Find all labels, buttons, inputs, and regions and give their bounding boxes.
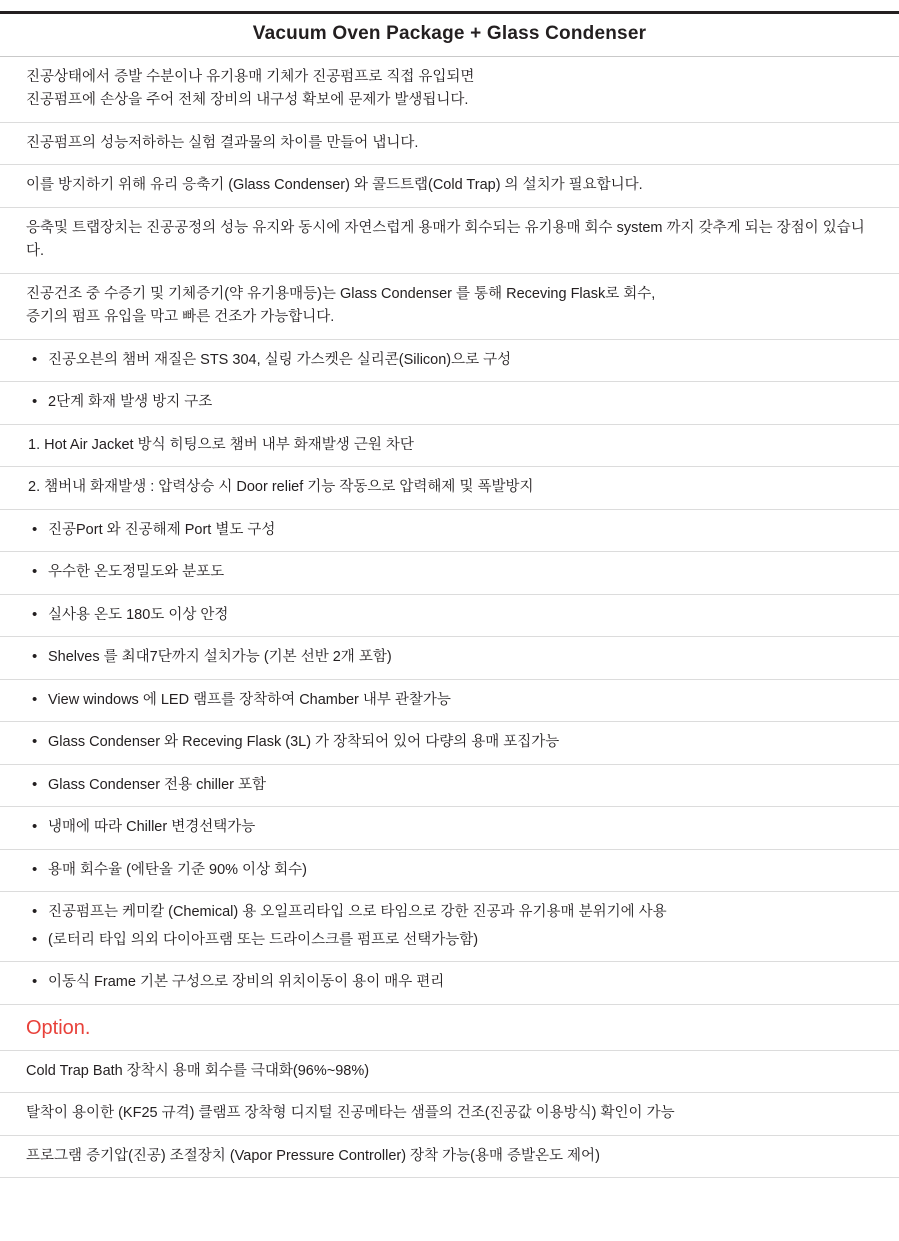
feature-row (0, 892, 899, 962)
feature-bullet: • Glass Condenser 와 Receving Flask (3L) 가 장착되어 있어 다량의 용매 포집가능 (26, 731, 873, 754)
intro-row (0, 123, 899, 165)
feature-numbered: 2. 챔버내 화재발생 : 압력상승 시 Door relief 기능 작동으로 압력해제 및 폭발방지 (28, 479, 534, 496)
option-item: 탈착이 용이한 (KF25 규격) 클램프 장착형 디지털 진공메타는 샘플의 건조(진공값 이용방식) 확인이 가능 (26, 1105, 675, 1122)
feature-row (0, 850, 899, 892)
option-row (0, 1051, 899, 1093)
feature-bullet: • 2단계 화재 발생 방지 구조 (26, 391, 873, 414)
feature-bullet: • 냉매에 따라 Chiller 변경선택가능 (26, 816, 873, 839)
intro-row (0, 208, 899, 274)
feature-bullet: • 진공Port 와 진공해제 Port 별도 구성 (26, 519, 873, 542)
feature-row (0, 807, 899, 849)
feature-bullet: • 실사용 온도 180도 이상 안정 (26, 604, 873, 627)
feature-bullet: • 진공펌프는 케미칼 (Chemical) 용 오일프리타입 으로 타임으로 강한 진공과 유기용매 분위기에 사용 (26, 901, 873, 924)
feature-row (0, 595, 899, 637)
feature-row (0, 722, 899, 764)
feature-bullet: • View windows 에 LED 램프를 장착하여 Chamber 내부 관찰가능 (26, 689, 873, 712)
option-item: Cold Trap Bath 장착시 용매 회수를 극대화(96%~98%) (26, 1062, 370, 1079)
document-page (0, 11, 899, 1178)
intro-row (0, 57, 899, 123)
intro-line: 이를 방지하기 위해 유리 응축기 (Glass Condenser) 와 콜드트랩(Cold Trap) 의 설치가 필요합니다. (26, 177, 643, 194)
feature-bullet: • Shelves 를 최대7단까지 설치가능 (기본 선반 2개 포함) (26, 646, 873, 669)
feature-row (0, 552, 899, 594)
feature-row (0, 637, 899, 679)
intro-line: 진공건조 중 수증기 및 기체증기(약 유기용매등)는 Glass Condenser 를 통해 Receving Flask로 회수, (26, 285, 656, 302)
feature-row (0, 510, 899, 552)
intro-line: 진공상태에서 증발 수분이나 유기용매 기체가 진공펌프로 직접 유입되면 (26, 69, 475, 85)
option-label: Option. (26, 1016, 91, 1039)
feature-bullet: • 용매 회수율 (에탄올 기준 90% 이상 회수) (26, 859, 873, 882)
feature-bullet: • 우수한 온도정밀도와 분포도 (26, 561, 873, 584)
option-heading-row (0, 1005, 899, 1051)
intro-row (0, 274, 899, 340)
option-row (0, 1093, 899, 1135)
option-item: 프로그램 증기압(진공) 조절장치 (Vapor Pressure Controller) 장착 가능(용매 증발온도 제어) (26, 1147, 600, 1164)
feature-bullet: • Glass Condenser 전용 chiller 포함 (26, 774, 873, 797)
intro-row (0, 165, 899, 207)
feature-row (0, 962, 899, 1004)
intro-line: 진공펌프에 손상을 주어 전체 장비의 내구성 확보에 문제가 발생됩니다. (26, 92, 469, 109)
intro-line: 진공펌프의 성능저하하는 실험 결과물의 차이를 만들어 냅니다. (26, 134, 419, 151)
page-title-band (0, 14, 899, 57)
intro-line: 증기의 펌프 유입을 막고 빠른 건조가 가능합니다. (26, 309, 335, 326)
option-row (0, 1136, 899, 1178)
feature-numbered: 1. Hot Air Jacket 방식 히팅으로 챔버 내부 화재발생 근원 차단 (28, 436, 414, 453)
page-title: Vacuum Oven Package + Glass Condenser (252, 23, 647, 44)
intro-line: 응축및 트랩장치는 진공공정의 성능 유지와 동시에 자연스럽게 용매가 회수되는 유기용매 회수 system 까지 갖추게 되는 장점이 있습니다. (26, 219, 865, 260)
feature-row (0, 467, 899, 509)
feature-row (0, 425, 899, 467)
feature-bullet: • 이동식 Frame 기본 구성으로 장비의 위치이동이 용이 매우 편리 (26, 971, 873, 994)
feature-bullet: • (로터리 타입 의외 다이아프램 또는 드라이스크를 펌프로 선택가능함) (26, 929, 873, 952)
feature-bullet: • 진공오븐의 챔버 재질은 STS 304, 실링 가스켓은 실리콘(Silicon)으로 구성 (26, 349, 873, 372)
feature-row (0, 340, 899, 382)
feature-row (0, 382, 899, 424)
feature-row (0, 680, 899, 722)
feature-row (0, 765, 899, 807)
